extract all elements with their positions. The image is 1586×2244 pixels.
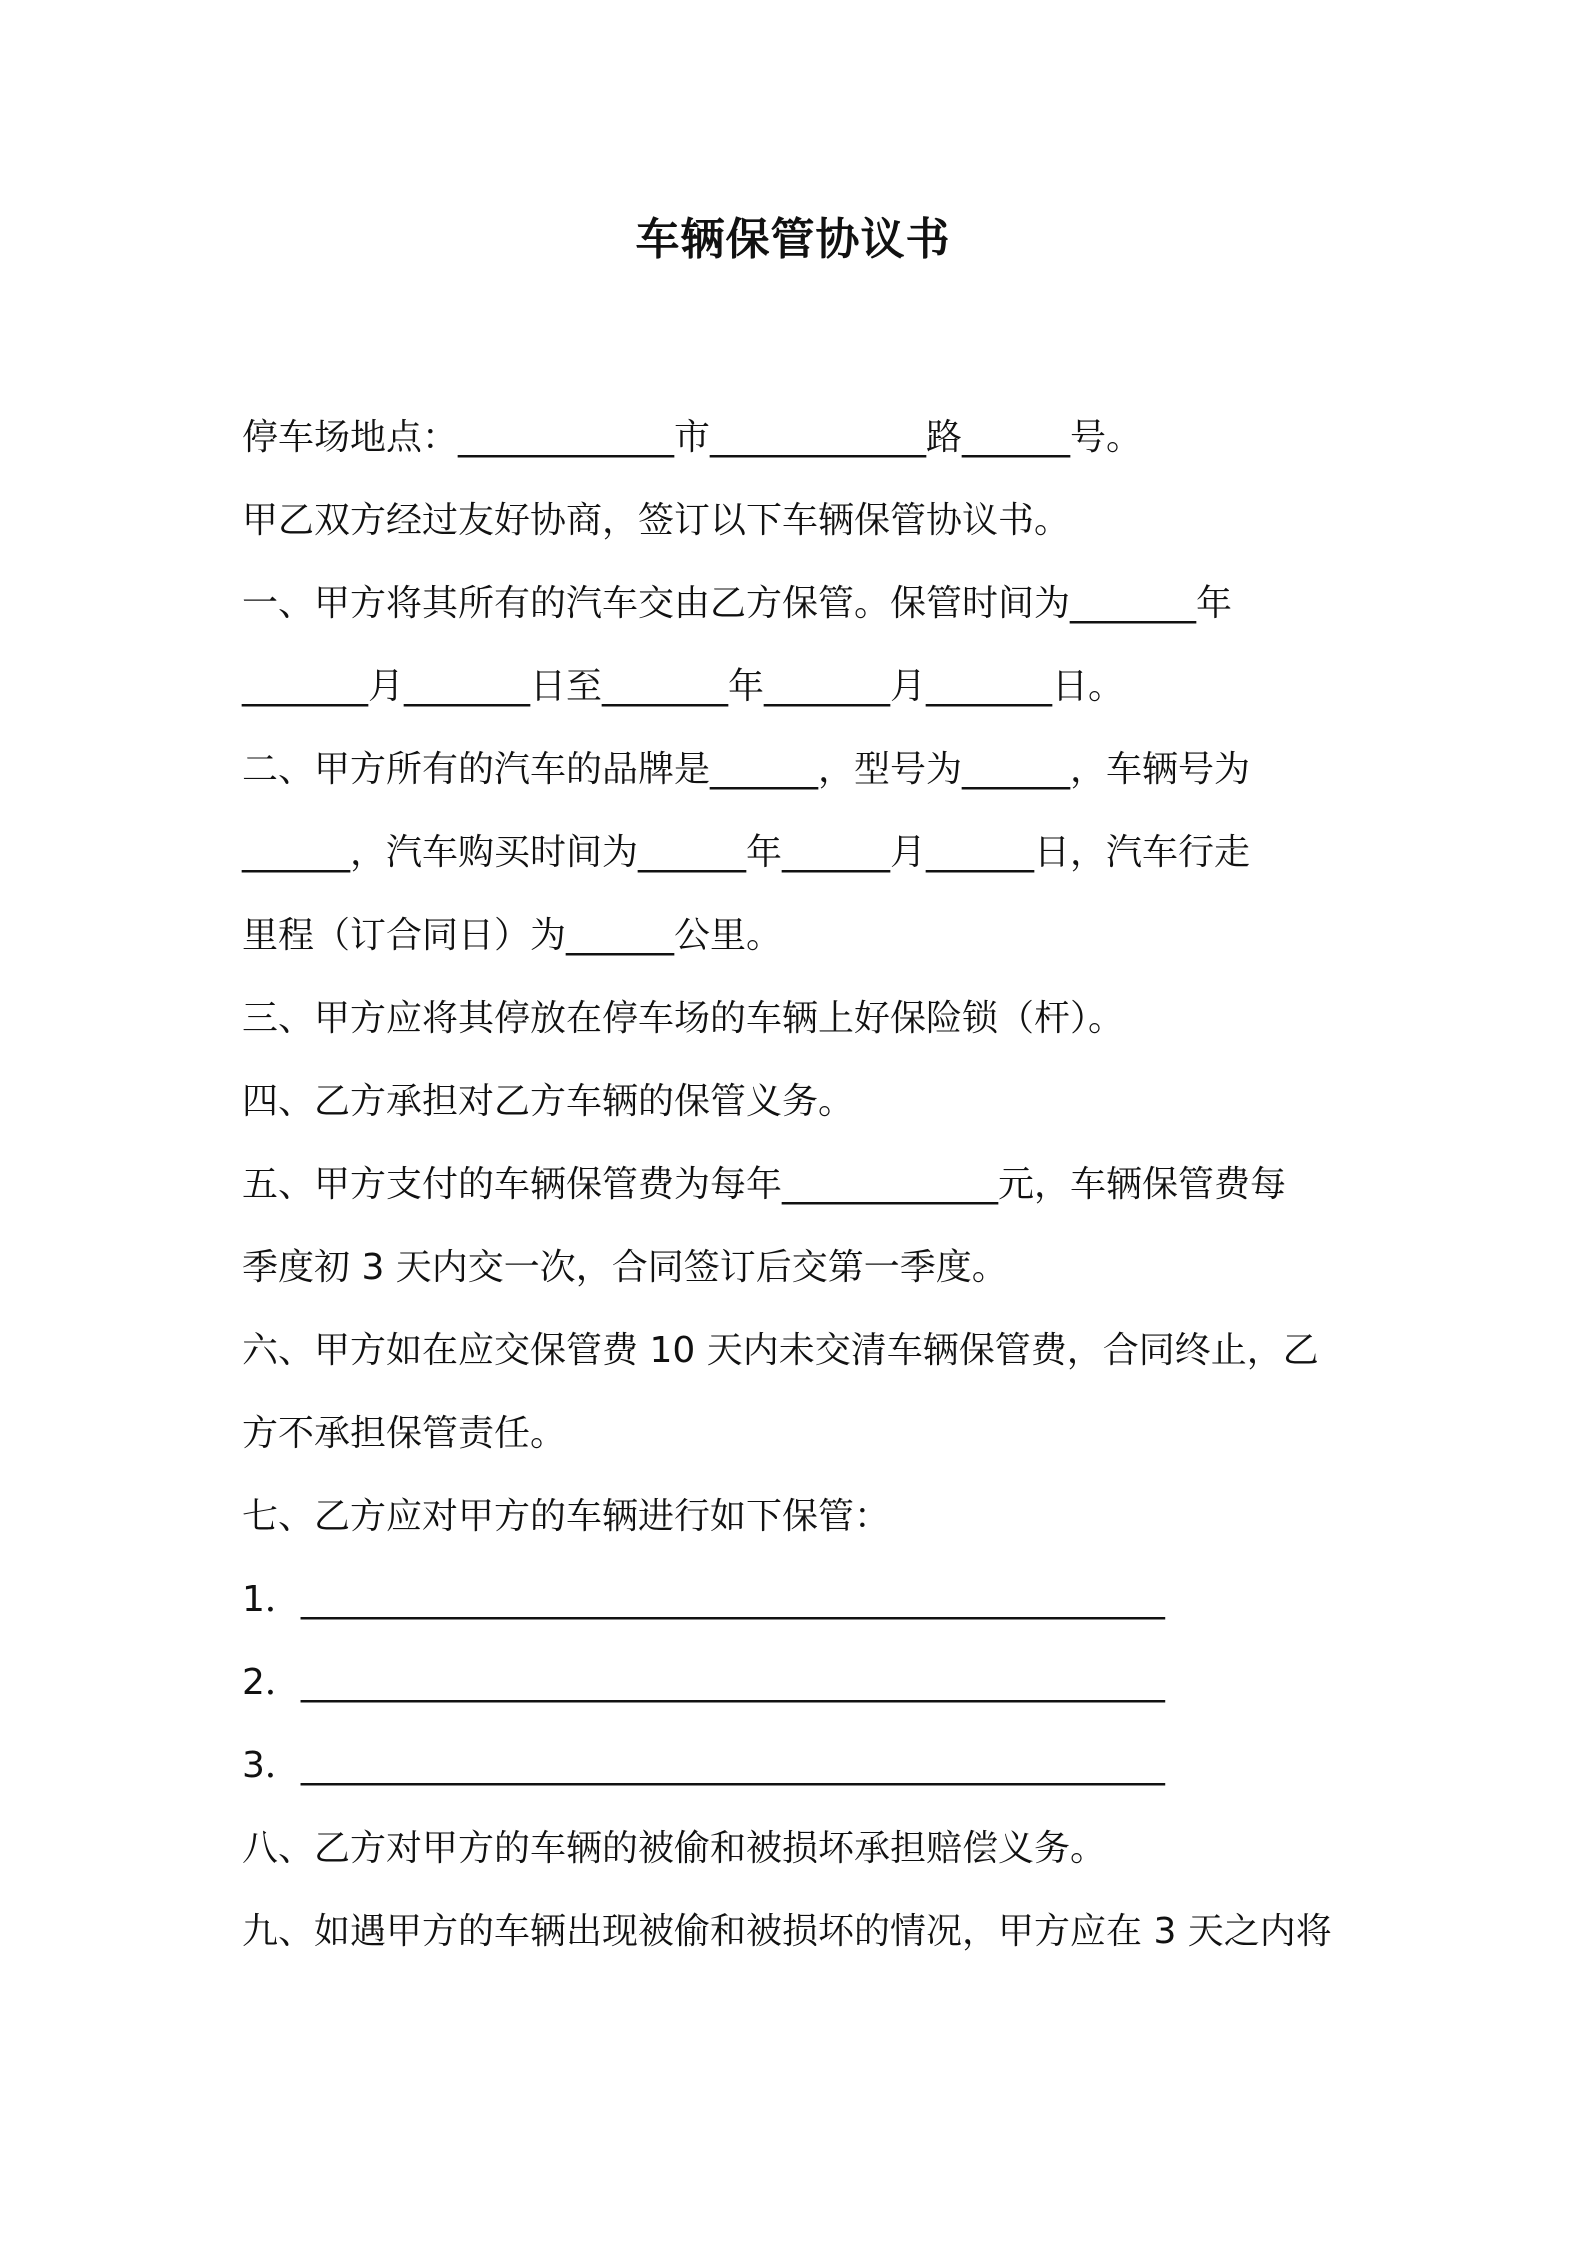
clause-7-item-2: 2．________________________________________________ <box>242 1662 1165 1703</box>
clause-7-line: 七、乙方应对甲方的车辆进行如下保管： <box>242 1496 891 1537</box>
clause-7-item-3: 3．________________________________________________ <box>242 1745 1165 1786</box>
clause-4-line: 四、乙方承担对乙方车辆的保管义务。 <box>242 1081 855 1122</box>
clause-2-line-1: 二、甲方所有的汽车的品牌是______，型号为______，车辆号为 <box>242 749 1251 790</box>
clause-6-line-1: 六、甲方如在应交保管费 10 天内未交清车辆保管费，合同终止，乙 <box>242 1330 1319 1371</box>
clause-6-line-2: 方不承担保管责任。 <box>242 1413 567 1454</box>
clause-8-line: 八、乙方对甲方的车辆的被偷和被损坏承担赔偿义务。 <box>242 1828 1107 1869</box>
clause-2-line-2: ______，汽车购买时间为______年______月______日，汽车行走 <box>242 832 1251 873</box>
clause-5-line-2: 季度初 3 天内交一次，合同签订后交第一季度。 <box>242 1247 1008 1288</box>
clause-3-line: 三、甲方应将其停放在停车场的车辆上好保险锁（杆）。 <box>242 998 1125 1039</box>
clause-1-line-1: 一、甲方将其所有的汽车交由乙方保管。保管时间为_______年 <box>242 583 1233 624</box>
clause-7-item-1: 1．________________________________________________ <box>242 1579 1165 1620</box>
clause-9-line-1: 九、如遇甲方的车辆出现被偷和被损坏的情况，甲方应在 3 天之内将 <box>242 1911 1332 1952</box>
document-title: 车辆保管协议书 <box>635 214 951 265</box>
clause-1-line-2: _______月_______日至_______年_______月_______日。 <box>242 666 1124 707</box>
intro-line: 甲乙双方经过友好协商，签订以下车辆保管协议书。 <box>242 500 1071 541</box>
clause-2-line-3: 里程（订合同日）为______公里。 <box>242 915 783 956</box>
clause-5-line-1: 五、甲方支付的车辆保管费为每年____________元，车辆保管费每 <box>242 1164 1287 1205</box>
parking-location-line: 停车场地点：____________市____________路______号。 <box>242 417 1143 458</box>
